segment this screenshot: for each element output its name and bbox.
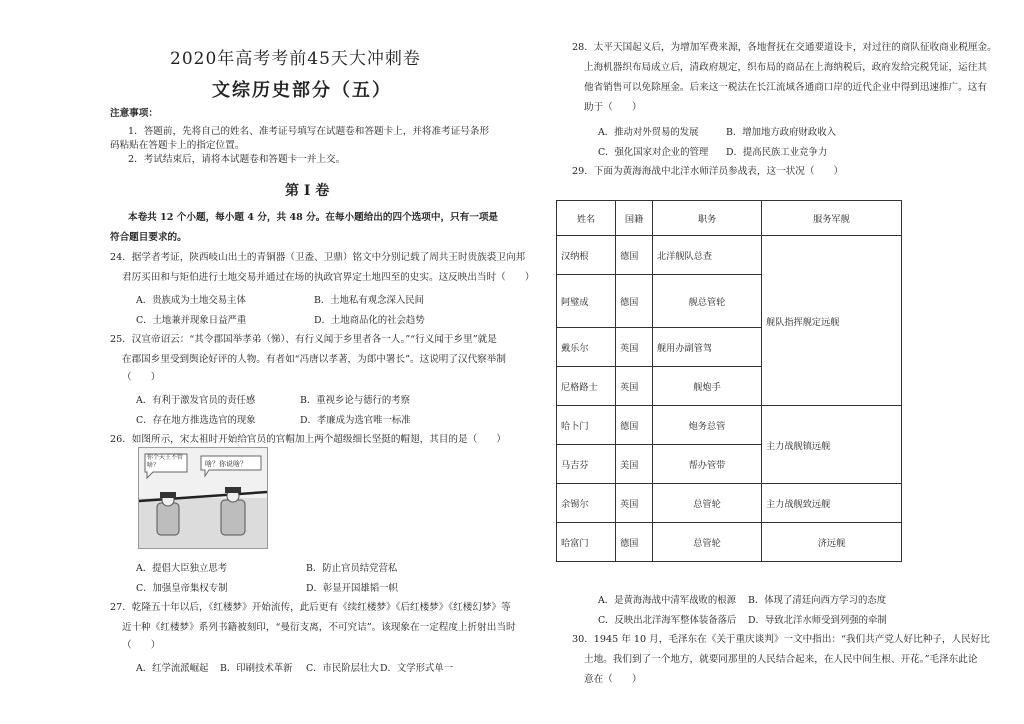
q29-option-b[interactable]: B．体现了清廷向西方学习的态度 [748,595,887,606]
q28-option-d[interactable]: D．提高民族工业竞争力 [726,147,828,158]
table-row [557,236,902,275]
q29-option-a[interactable]: A．是黄海海战中清军战败的根源 [598,595,737,606]
cell-name: 哈富门 [557,523,616,562]
cell-nation: 德国 [616,236,653,275]
cell-name: 哈卜门 [557,406,616,445]
cell-nation: 德国 [616,523,653,562]
q25-option-c[interactable]: C．存在地方推选选官的现象 [136,415,256,426]
notice-heading: 注意事项： [110,108,158,119]
exam-subtitle: 文综历史部分（五） [212,80,392,101]
cell-nation: 英国 [616,328,653,367]
cell-duty: 舰用办副管驾 [653,328,762,367]
cell-name: 尼格路士 [557,367,616,406]
q25-option-b[interactable]: B．重视乡论与德行的考察 [300,395,411,406]
cell-ship: 主力战舰致远舰 [762,484,902,523]
cell-duty: 舰炮手 [653,367,762,406]
q26-stem: 26．如图所示，宋太祖时开始给官员的官帽加上两个超级细长坚挺的帽翅，其目的是（ ） [110,434,506,445]
q28-option-c[interactable]: C．强化国家对企业的管理 [598,147,709,158]
q25-stem-line1: 25．汉宣帝诏云：“其令郡国举孝弟（悌）、有行义闻于乡里者各一人。”“行义闻于乡里”就是 [110,334,497,345]
cell-name: 马吉芬 [557,445,616,484]
q27-stem-line1: 27．乾隆五十年以后，《红楼梦》开始流传，此后更有《续红楼梦》《后红楼梦》《红楼幻梦》等 [110,602,511,613]
cell-name: 余锡尔 [557,484,616,523]
cell-duty: 总管轮 [653,523,762,562]
cell-duty: 北洋舰队总查 [653,236,762,275]
q25-option-a[interactable]: A．有利于激发官员的责任感 [136,395,256,406]
cell-duty: 炮务总管 [653,406,762,445]
q30-stem-line1: 30．1945 年 10 月，毛泽东在《关于重庆谈判》一文中指出：“我们共产党人好比种子，人民好比 [572,634,990,645]
q24-option-c[interactable]: C．土地兼并现象日益严重 [136,315,247,326]
instructions-line1: 本卷共 12 个小题，每小题 4 分，共 48 分。在每小题给出的四个选项中，只有一项是 [128,212,499,223]
col-header-name: 姓名 [557,201,616,236]
q26-option-a[interactable]: A．提倡大臣独立思考 [136,563,228,574]
q24-option-d[interactable]: D．土地商品化的社会趋势 [314,315,425,326]
q25-stem-line3: （ ） [122,372,161,383]
cell-duty: 帮办管带 [653,445,762,484]
q28-stem-line2: 上海机器织布局成立后，清政府规定，织布局的商品在上海纳税后，政府发给完税凭证，运往其 [584,62,987,73]
q24-stem-line2: 君厉买田和与矩伯进行土地交易并通过在场的执政官界定土地四至的史实。这反映出当时（ ） [122,272,535,283]
q28-stem-line1: 28．太平天国起义后，为增加军费来源，各地督抚在交通要道设卡，对过往的商队征收商业税厘金。 [572,42,997,53]
q30-stem-line2: 土地。我们到了一个地方，就要同那里的人民结合起来，在人民中间生根、开花。”毛泽东此论 [584,654,978,665]
cell-duty: 总管轮 [653,484,762,523]
q24-option-a[interactable]: A．贵族成为土地交易主体 [136,295,246,306]
table-header-row [557,201,902,236]
q28-option-b[interactable]: B．增加地方政府财政收入 [726,127,837,138]
cartoon-bubble-1: 你个天王不管啥？ [147,454,184,469]
q25-option-d[interactable]: D．孝廉成为选官唯一标准 [300,415,411,426]
cell-nation: 英国 [616,484,653,523]
q28-option-a[interactable]: A．推动对外贸易的发展 [598,127,699,138]
q27-stem-line3: （ ） [122,640,161,651]
col-header-ship: 服务军舰 [762,201,902,236]
foreign-officers-table [556,200,902,562]
q27-option-a[interactable]: A．红学流派崛起 [136,663,209,674]
q26-option-c[interactable]: C．加强皇帝集权专制 [136,583,228,594]
notice-item2: 2．考试结束后，请将本试题卷和答题卡一并上交。 [128,154,346,165]
q24-option-b[interactable]: B．土地私有观念深入民间 [314,295,425,306]
notice-item1a: 1．答题前，先将自己的姓名、准考证号填写在试题卷和答题卡上，并将准考证号条形 [128,126,490,137]
cell-ship: 主力战舰镇远舰 [762,406,902,484]
col-header-duty: 职务 [653,201,762,236]
q25-stem-line2: 在郡国乡里受到舆论好评的人物。有者如“冯唐以孝著，为郎中署长”。这说明了汉代察举制 [122,354,506,365]
cell-nation: 德国 [616,406,653,445]
q29-option-c[interactable]: C．反映出北洋海军整体装备落后 [598,615,737,626]
cell-duty: 舰总管轮 [653,275,762,328]
table-row [557,523,902,562]
cell-name: 阿璧成 [557,275,616,328]
q26-option-b[interactable]: B．防止官员结党营私 [306,563,398,574]
cell-ship: 济远舰 [762,523,902,562]
q26-option-d[interactable]: D．彰显开国雄韬一帜 [306,583,398,594]
cell-nation: 美国 [616,445,653,484]
cell-nation: 德国 [616,275,653,328]
table-row [557,484,902,523]
q26-cartoon-image [138,447,268,549]
cell-name: 汉纳根 [557,236,616,275]
section-title: 第 Ⅰ 卷 [285,183,330,199]
q29-stem: 29．下面为黄海海战中北洋水师洋员参战表，这一状况（ ） [572,166,844,177]
q27-stem-line2: 近十种《红楼梦》系列书籍被刻印，“曼衍支离，不可究诘”。该现象在一定程度上折射出当时 [122,622,516,633]
cell-nation: 英国 [616,367,653,406]
q24-stem-line1: 24．据学者考证，陕西岐山出土的青铜器（卫盉、卫鼎）铭文中分别记载了周共王时贵族裘卫向邦 [110,252,526,263]
table-row [557,406,902,445]
exam-title: 2020年高考考前45天大冲刺卷 [170,49,421,69]
cell-name: 戴乐尔 [557,328,616,367]
notice-item1b: 码粘贴在答题卡上的指定位置。 [110,140,245,151]
q28-stem-line4: 助于（ ） [584,102,642,113]
cartoon-bubble-2: 啥？你说啥？ [205,460,247,468]
cell-ship: 舰队指挥舰定远舰 [762,236,902,406]
q30-stem-line3: 意在（ ） [584,674,642,685]
q27-option-d[interactable]: D．文学形式单一 [380,663,454,674]
q27-option-b[interactable]: B．印刷技术革新 [220,663,293,674]
q28-stem-line3: 他省销售可以免除厘金。后来这一税法在长江流域各通商口岸的近代企业中得到迅速推广。这有 [584,82,987,93]
col-header-nation: 国籍 [616,201,653,236]
q27-option-c[interactable]: C．市民阶层壮大 [306,663,379,674]
instructions-line2: 符合题目要求的。 [110,232,187,243]
q29-option-d[interactable]: D．导致北洋水师受到列强的牵制 [748,615,887,626]
